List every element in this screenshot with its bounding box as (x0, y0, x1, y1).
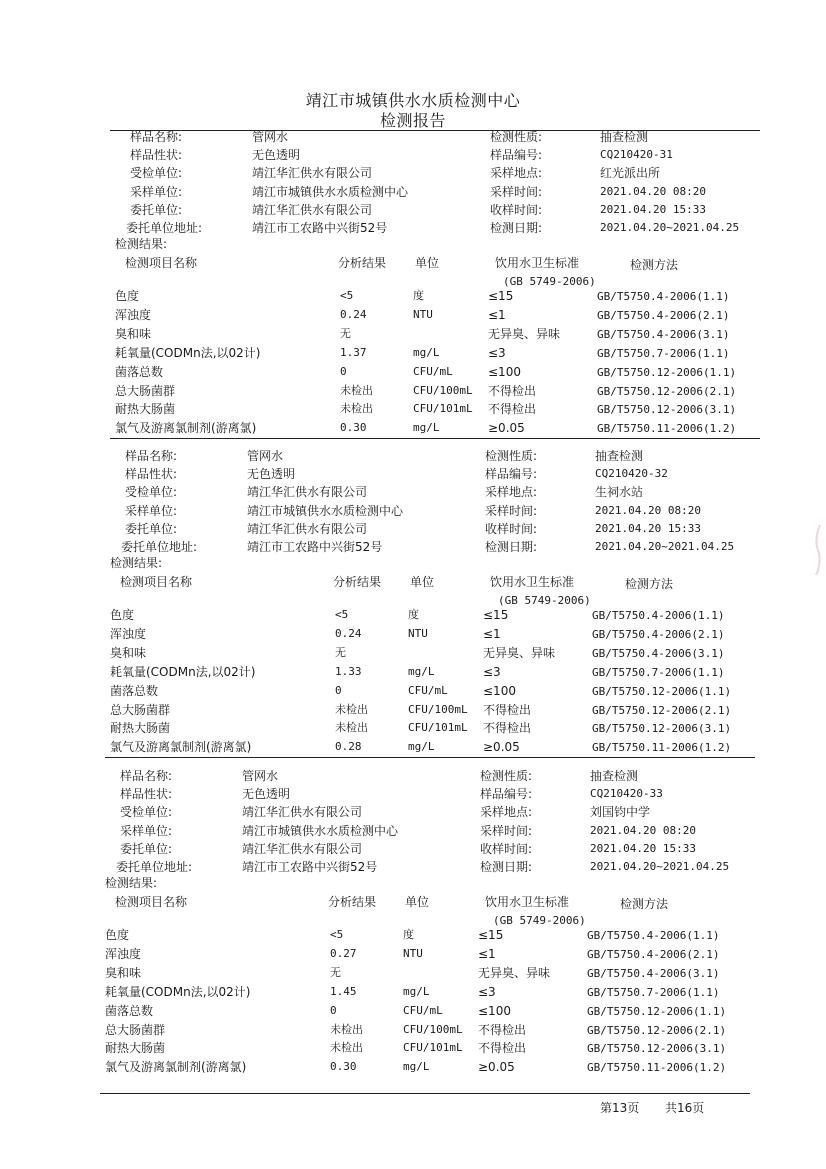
label-entrust-address: 委托单位地址: (116, 860, 193, 874)
bottom-divider (100, 1093, 750, 1094)
item-method: GB/T5750.7-2006(1.1) (592, 665, 725, 679)
item-method: GB/T5750.7-2006(1.1) (597, 346, 730, 360)
item-name: 臭和味 (105, 965, 142, 980)
value-test-date: 2021.04.20~2021.04.25 (600, 221, 740, 234)
item-result: 0.24 (340, 307, 367, 321)
item-unit: CFU/100mL (413, 383, 473, 397)
item-method: GB/T5750.4-2006(1.1) (597, 290, 730, 303)
item-unit: NTU (408, 626, 428, 640)
item-unit: mg/L (408, 664, 435, 678)
label-sampling-time: 采样时间: (485, 503, 538, 518)
item-result: 无 (340, 326, 351, 340)
item-standard: ≤3 (483, 664, 501, 679)
item-method: GB/T5750.4-2006(3.1) (597, 327, 730, 341)
label-test-date: 检测日期: (480, 860, 533, 874)
item-unit: CFU/101mL (403, 1041, 463, 1055)
item-name: 耗氧量(CODMn法,以02计) (115, 345, 261, 360)
item-standard: ≤15 (488, 289, 514, 303)
item-unit: CFU/101mL (408, 721, 468, 735)
value-client-unit: 靖江华汇供水有限公司 (242, 805, 363, 820)
label-sampling-unit: 采样单位: (125, 503, 178, 518)
item-name: 浑浊度 (115, 307, 152, 322)
item-method: GB/T5750.12-2006(1.1) (597, 365, 737, 379)
value-sampling-time: 2021.04.20 08:20 (600, 184, 706, 198)
item-standard: 不得检出 (483, 702, 532, 717)
item-result: 0.30 (330, 1060, 357, 1074)
item-name: 菌落总数 (110, 683, 159, 698)
report-title: 靖江市城镇供水水质检测中心 (305, 91, 521, 110)
item-method: GB/T5750.4-2006(3.1) (587, 966, 720, 980)
item-method: GB/T5750.11-2006(1.2) (597, 422, 737, 436)
item-unit: NTU (413, 307, 433, 321)
item-unit: mg/L (403, 984, 430, 998)
value-test-date: 2021.04.20~2021.04.25 (590, 860, 730, 873)
label-sample-name: 样品名称: (125, 449, 178, 463)
value-receive-time: 2021.04.20 15:33 (595, 521, 701, 535)
label-entrust-unit: 委托单位: (125, 521, 178, 536)
item-standard: 无异臭、异味 (483, 645, 556, 660)
item-standard: 不得检出 (488, 383, 537, 398)
item-method: GB/T5750.12-2006(2.1) (592, 703, 732, 717)
value-entrust-address: 靖江市工农路中兴街52号 (252, 221, 388, 235)
label-sampling-site: 采样地点: (485, 485, 538, 500)
item-unit: mg/L (413, 345, 440, 359)
item-name: 耗氧量(CODMn法,以02计) (105, 984, 251, 999)
item-unit: 度 (408, 608, 419, 621)
item-standard: 无异臭、异味 (488, 326, 561, 341)
item-standard: ≤100 (488, 364, 521, 379)
label-sampling-time: 采样时间: (480, 823, 533, 838)
page-number: 第13页 (600, 1101, 640, 1115)
label-sample-property: 样品性状: (125, 467, 178, 482)
label-test-nature: 检测性质: (480, 769, 533, 783)
label-test-date: 检测日期: (485, 540, 538, 554)
item-result: 未检出 (335, 721, 368, 735)
item-name: 色度 (110, 608, 135, 622)
value-sampling-site: 刘国钧中学 (590, 805, 651, 820)
label-sampling-site: 采样地点: (490, 166, 543, 181)
label-receive-time: 收样时间: (480, 841, 533, 856)
item-unit: CFU/mL (403, 1003, 443, 1017)
item-standard: 不得检出 (478, 1022, 527, 1037)
label-sample-property: 样品性状: (130, 148, 183, 163)
value-entrust-unit: 靖江华汇供水有限公司 (252, 202, 373, 217)
item-name: 臭和味 (110, 645, 147, 660)
item-method: GB/T5750.4-2006(2.1) (597, 308, 730, 322)
col-header-method: 检测方法 (630, 258, 679, 272)
item-method: GB/T5750.4-2006(1.1) (587, 929, 720, 942)
label-client-unit: 受检单位: (120, 805, 173, 820)
col-header-method: 检测方法 (625, 577, 674, 591)
value-entrust-unit: 靖江华汇供水有限公司 (247, 521, 368, 536)
item-method: GB/T5750.12-2006(1.1) (587, 1004, 727, 1018)
item-name: 总大肠菌群 (110, 702, 171, 717)
value-sample-no: CQ210420-31 (600, 148, 673, 162)
value-test-nature: 抽查检测 (600, 130, 649, 144)
label-receive-time: 收样时间: (485, 521, 538, 536)
col-header-item: 检测项目名称 (120, 575, 193, 589)
results-label: 检测结果: (110, 556, 163, 570)
item-name: 耐热大肠菌 (105, 1041, 166, 1056)
item-method: GB/T5750.12-2006(3.1) (587, 1042, 727, 1056)
item-method: GB/T5750.12-2006(2.1) (597, 384, 737, 398)
label-receive-time: 收样时间: (490, 202, 543, 217)
item-standard: ≤3 (488, 345, 506, 360)
value-entrust-address: 靖江市工农路中兴街52号 (242, 860, 378, 874)
item-result: <5 (340, 289, 354, 302)
item-unit: CFU/mL (413, 364, 453, 378)
item-method: GB/T5750.11-2006(1.2) (587, 1061, 727, 1075)
item-unit: CFU/100mL (408, 702, 468, 716)
item-unit: 度 (413, 289, 424, 302)
value-test-nature: 抽查检测 (595, 449, 644, 463)
item-standard: ≤1 (488, 307, 506, 322)
item-result: <5 (335, 608, 349, 621)
col-header-standard: 饮用水卫生标准 (495, 256, 580, 270)
value-client-unit: 靖江华汇供水有限公司 (252, 166, 373, 181)
item-standard: ≤100 (478, 1003, 511, 1018)
item-result: 1.33 (335, 664, 362, 678)
item-result: 0.30 (340, 421, 367, 435)
label-entrust-address: 委托单位地址: (121, 540, 198, 554)
item-method: GB/T5750.12-2006(3.1) (592, 722, 732, 736)
item-standard: ≤3 (478, 984, 496, 999)
report-subtitle: 检测报告 (379, 111, 446, 130)
item-method: GB/T5750.12-2006(3.1) (597, 403, 737, 417)
item-standard: ≤1 (483, 626, 501, 641)
item-name: 氯气及游离氯制剂(游离氯) (105, 1060, 247, 1075)
value-sample-property: 无色透明 (242, 787, 291, 802)
col-header-standard-code: (GB 5749-2006) (493, 914, 586, 927)
value-sample-name: 管网水 (242, 769, 279, 783)
item-name: 耐热大肠菌 (110, 721, 171, 736)
page-total: 共16页 (665, 1101, 705, 1115)
item-result: 0.27 (330, 946, 357, 960)
value-sampling-site: 红光派出所 (600, 166, 661, 181)
label-client-unit: 受检单位: (130, 166, 183, 181)
item-name: 耗氧量(CODMn法,以02计) (110, 664, 256, 679)
item-result: <5 (330, 928, 344, 941)
value-sample-name: 管网水 (252, 130, 289, 144)
label-sample-no: 样品编号: (480, 787, 533, 802)
label-entrust-address: 委托单位地址: (126, 221, 203, 235)
item-name: 浑浊度 (110, 626, 147, 641)
item-method: GB/T5750.12-2006(1.1) (592, 684, 732, 698)
value-receive-time: 2021.04.20 15:33 (590, 841, 696, 855)
col-header-unit: 单位 (415, 256, 440, 270)
item-standard: 不得检出 (483, 721, 532, 736)
item-result: 无 (330, 965, 341, 979)
value-client-unit: 靖江华汇供水有限公司 (247, 485, 368, 500)
item-method: GB/T5750.4-2006(3.1) (592, 646, 725, 660)
item-method: GB/T5750.7-2006(1.1) (587, 985, 720, 999)
label-sample-name: 样品名称: (120, 769, 173, 783)
value-sampling-time: 2021.04.20 08:20 (595, 503, 701, 517)
item-name: 总大肠菌群 (115, 383, 176, 398)
item-method: GB/T5750.4-2006(1.1) (592, 609, 725, 622)
item-name: 总大肠菌群 (105, 1022, 166, 1037)
label-client-unit: 受检单位: (125, 485, 178, 500)
item-standard: ≤1 (478, 946, 496, 961)
label-test-nature: 检测性质: (490, 130, 543, 144)
item-standard: ≤15 (483, 608, 509, 622)
results-label: 检测结果: (105, 876, 158, 890)
results-label: 检测结果: (115, 237, 168, 251)
label-sampling-time: 采样时间: (490, 184, 543, 199)
value-sampling-unit: 靖江市城镇供水水质检测中心 (247, 503, 404, 518)
item-standard: 无异臭、异味 (478, 965, 551, 980)
item-name: 氯气及游离氯制剂(游离氯) (115, 421, 257, 436)
label-sample-no: 样品编号: (485, 467, 538, 482)
value-entrust-address: 靖江市工农路中兴街52号 (247, 540, 383, 554)
item-result: 1.37 (340, 345, 367, 359)
item-result: 0 (340, 364, 347, 378)
value-receive-time: 2021.04.20 15:33 (600, 202, 706, 216)
item-unit: 度 (403, 928, 414, 941)
value-sample-name: 管网水 (247, 449, 284, 463)
value-test-nature: 抽查检测 (590, 769, 639, 783)
item-result: 0.28 (335, 740, 362, 754)
item-method: GB/T5750.11-2006(1.2) (592, 741, 732, 755)
item-name: 臭和味 (115, 326, 152, 341)
label-sample-name: 样品名称: (130, 130, 183, 144)
item-result: 1.45 (330, 984, 357, 998)
label-test-nature: 检测性质: (485, 449, 538, 463)
label-sample-no: 样品编号: (490, 148, 543, 163)
value-sampling-unit: 靖江市城镇供水水质检测中心 (242, 823, 399, 838)
col-header-item: 检测项目名称 (125, 256, 198, 270)
item-standard: ≤15 (478, 928, 504, 942)
label-entrust-unit: 委托单位: (120, 841, 173, 856)
value-entrust-unit: 靖江华汇供水有限公司 (242, 841, 363, 856)
item-method: GB/T5750.12-2006(2.1) (587, 1023, 727, 1037)
item-name: 色度 (105, 928, 130, 942)
label-sampling-unit: 采样单位: (130, 184, 183, 199)
item-method: GB/T5750.4-2006(2.1) (587, 947, 720, 961)
label-sampling-site: 采样地点: (480, 805, 533, 820)
top-divider (110, 130, 760, 131)
value-sample-property: 无色透明 (252, 148, 301, 163)
col-header-item: 检测项目名称 (115, 895, 188, 909)
item-unit: CFU/101mL (413, 402, 473, 416)
item-standard: ≥0.05 (478, 1060, 515, 1075)
item-unit: NTU (403, 946, 423, 960)
scan-stain-mark (806, 520, 826, 580)
item-standard: 不得检出 (478, 1041, 527, 1056)
label-sampling-unit: 采样单位: (120, 823, 173, 838)
item-name: 浑浊度 (105, 946, 142, 961)
col-header-unit: 单位 (405, 895, 430, 909)
item-result: 无 (335, 645, 346, 659)
item-standard: 不得检出 (488, 402, 537, 417)
item-result: 未检出 (340, 402, 373, 416)
item-unit: mg/L (403, 1060, 430, 1074)
label-entrust-unit: 委托单位: (130, 202, 183, 217)
item-result: 未检出 (335, 702, 368, 716)
col-header-standard-code: (GB 5749-2006) (498, 594, 591, 607)
item-standard: ≥0.05 (483, 740, 520, 755)
col-header-standard: 饮用水卫生标准 (485, 895, 570, 909)
item-unit: CFU/mL (408, 683, 448, 697)
item-name: 氯气及游离氯制剂(游离氯) (110, 740, 252, 755)
item-result: 0 (335, 683, 342, 697)
col-header-standard-code: (GB 5749-2006) (503, 275, 596, 288)
block-divider (105, 757, 755, 758)
col-header-standard: 饮用水卫生标准 (490, 575, 575, 589)
value-sampling-unit: 靖江市城镇供水水质检测中心 (252, 184, 409, 199)
col-header-method: 检测方法 (620, 897, 669, 911)
value-test-date: 2021.04.20~2021.04.25 (595, 540, 735, 553)
item-result: 0.24 (335, 626, 362, 640)
item-standard: ≤100 (483, 683, 516, 698)
col-header-unit: 单位 (410, 575, 435, 589)
label-test-date: 检测日期: (490, 221, 543, 235)
item-result: 未检出 (330, 1022, 363, 1036)
item-name: 色度 (115, 289, 140, 303)
col-header-result: 分析结果 (328, 895, 377, 909)
item-unit: mg/L (413, 421, 440, 435)
item-name: 耐热大肠菌 (115, 402, 176, 417)
item-name: 菌落总数 (115, 364, 164, 379)
value-sample-property: 无色透明 (247, 467, 296, 482)
col-header-result: 分析结果 (338, 256, 387, 270)
item-result: 未检出 (340, 383, 373, 397)
item-unit: mg/L (408, 740, 435, 754)
value-sampling-time: 2021.04.20 08:20 (590, 823, 696, 837)
block-divider (110, 438, 760, 439)
label-sample-property: 样品性状: (120, 787, 173, 802)
item-name: 菌落总数 (105, 1003, 154, 1018)
col-header-result: 分析结果 (333, 575, 382, 589)
item-standard: ≥0.05 (488, 421, 525, 436)
item-unit: CFU/100mL (403, 1022, 463, 1036)
item-method: GB/T5750.4-2006(2.1) (592, 627, 725, 641)
item-result: 未检出 (330, 1041, 363, 1055)
value-sample-no: CQ210420-32 (595, 467, 668, 481)
value-sample-no: CQ210420-33 (590, 787, 663, 801)
item-result: 0 (330, 1003, 337, 1017)
value-sampling-site: 生祠水站 (595, 485, 644, 500)
